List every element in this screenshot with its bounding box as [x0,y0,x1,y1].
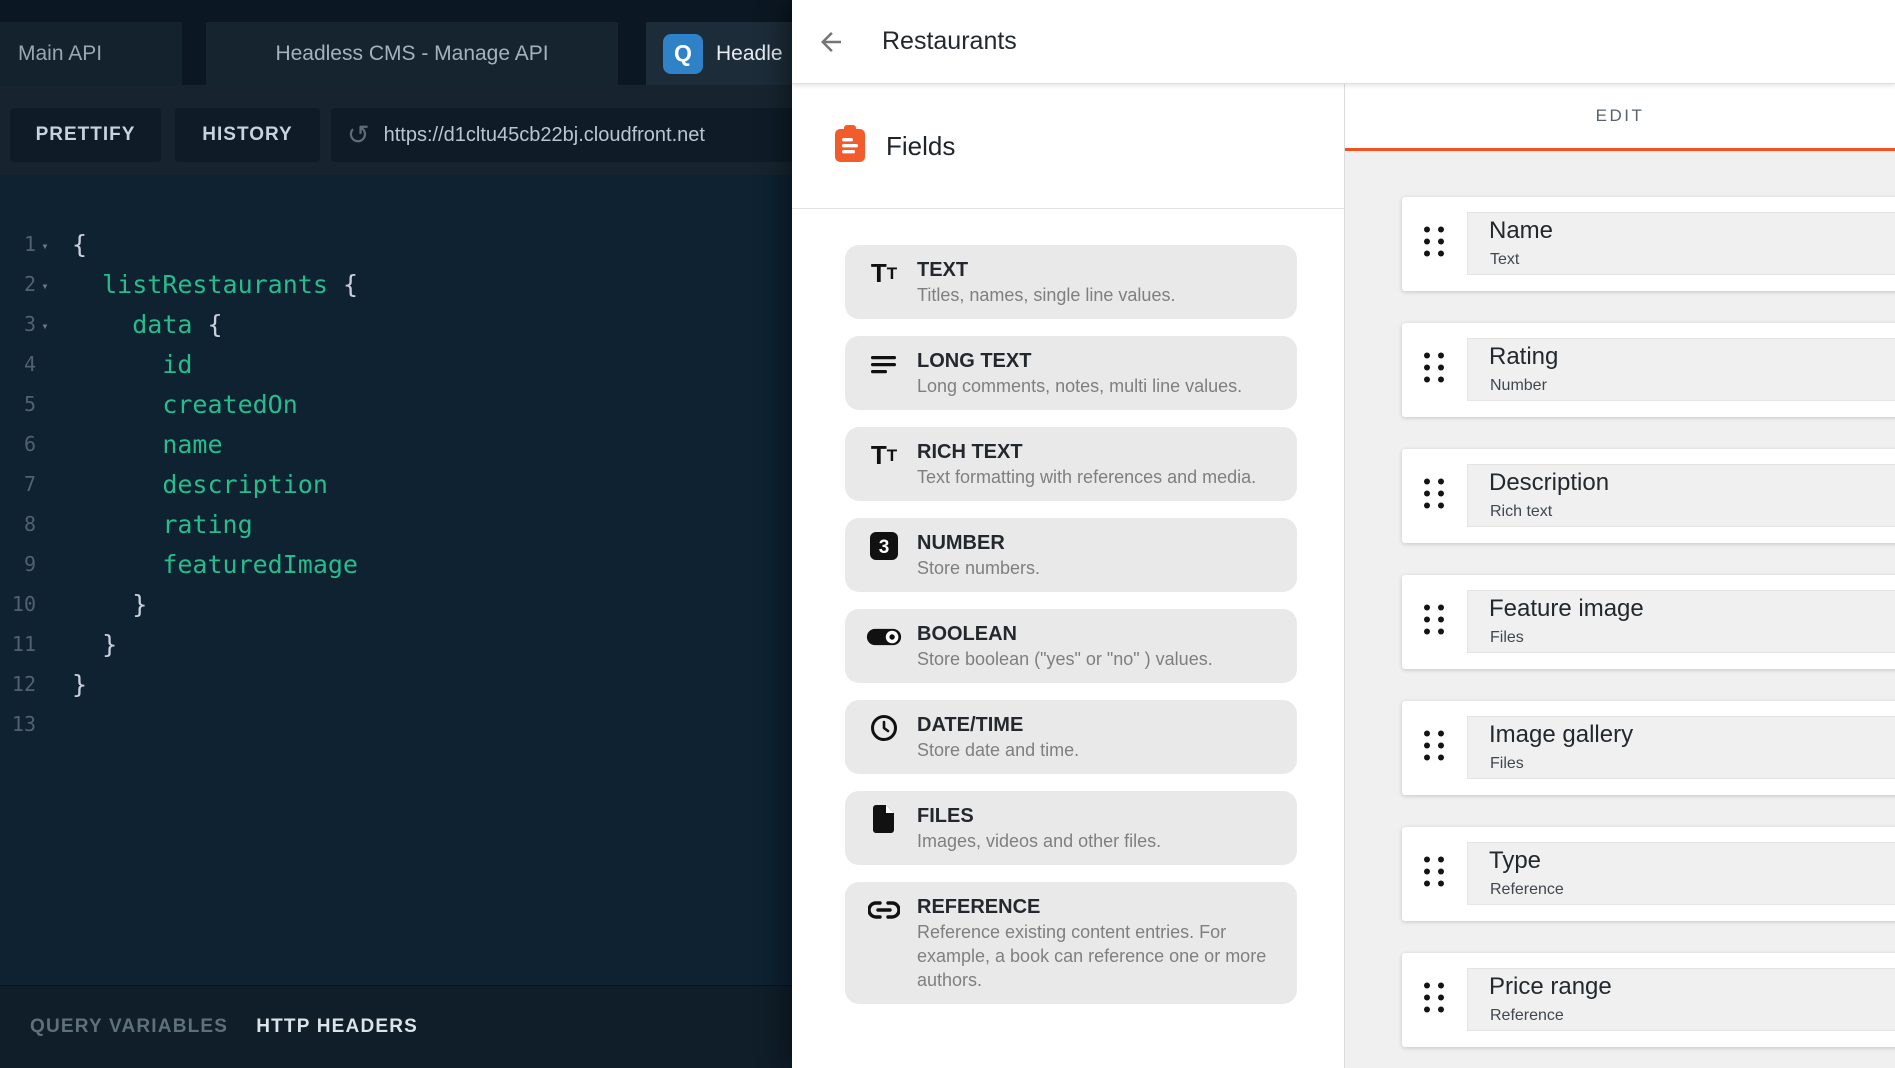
model-field-type: Files [1490,629,1524,646]
model-field-card-image-gallery[interactable] [1402,701,1895,795]
model-field-card-rating[interactable] [1402,323,1895,417]
code-text: } [72,589,148,619]
model-field-list [1402,197,1895,1047]
line-number: 1 [23,232,36,256]
field-type-text [917,894,1269,992]
line-number: 10 [11,592,36,616]
line-number: 13 [11,712,36,736]
field-type-text [917,803,1161,853]
tab-headless-cms-manage-api[interactable] [206,22,618,85]
model-field-type: Reference [1490,1007,1564,1024]
field-type-description: Titles, names, single line values. [917,285,1176,305]
fold-arrow-icon[interactable]: ▾ [41,318,49,333]
code-text: createdOn [162,389,298,419]
field-type-description: Store date and time. [917,740,1080,760]
field-type-text [917,348,1242,398]
fold-spacer [36,643,54,646]
tab-label: Headless CMS - Manage API [275,41,549,65]
drag-handle-icon[interactable] [1421,475,1447,518]
datetime-icon [866,714,902,742]
fold-spacer [36,523,54,526]
tab-label: Main API [18,41,103,65]
field-type-card-long-text[interactable] [845,336,1297,410]
line-number: 7 [23,472,36,496]
line-number: 4 [23,352,36,376]
fold-spacer [36,723,54,726]
field-type-name: TEXT [917,259,969,281]
tab-edit[interactable] [1345,84,1895,148]
line-number: 5 [23,392,36,416]
fold-arrow-icon[interactable]: ▾ [41,238,49,253]
field-type-description: Store numbers. [917,558,1041,578]
model-edit-column [1344,84,1895,1068]
fold-arrow-icon[interactable]: ▾ [41,278,49,293]
model-field-card-feature-image[interactable] [1402,575,1895,669]
field-type-list [845,245,1297,1004]
drag-handle-icon[interactable] [1421,979,1447,1022]
code-text: description [162,469,328,499]
model-field-type: Reference [1490,881,1564,898]
long-text-icon [866,350,902,378]
field-types-column [792,84,1344,1068]
field-type-name: REFERENCE [917,896,1041,918]
query-badge-icon: Q [663,34,703,74]
field-type-description: Text formatting with references and media. [917,467,1257,487]
endpoint-url-text: https://d1cltu45cb22bj.cloudfront.net [383,123,705,146]
field-type-description: Long comments, notes, multi line values. [917,376,1243,396]
code-text: rating [162,509,253,539]
model-field-box[interactable] [1467,338,1895,401]
content-model-drawer [792,0,1895,1068]
field-type-card-reference[interactable] [845,882,1297,1004]
query-variables-tab[interactable]: QUERY VARIABLES [30,1016,229,1037]
line-number: 6 [23,432,36,456]
code-text: listRestaurants { [102,269,358,299]
model-field-box[interactable] [1467,464,1895,527]
tab-main-api[interactable] [0,22,182,85]
model-fields-area [1345,151,1895,1068]
clipboard-icon [832,124,868,169]
field-type-text [917,257,1175,307]
endpoint-url-input[interactable] [331,108,821,162]
field-type-card-rich-text[interactable] [845,427,1297,501]
files-icon [866,805,902,833]
text-format-icon: T T [870,440,898,470]
model-field-box[interactable] [1467,716,1895,779]
field-type-text [917,712,1079,762]
fields-section-header [792,84,1344,209]
drag-handle-icon[interactable] [1421,601,1447,644]
field-type-name: RICH TEXT [917,441,1023,463]
http-headers-tab[interactable]: HTTP HEADERS [256,1016,419,1037]
field-type-text [917,530,1040,580]
line-number: 3 [23,312,36,336]
history-button[interactable]: HISTORY [175,108,320,162]
field-type-text [917,439,1256,489]
field-type-description: Images, videos and other files. [917,831,1162,851]
model-field-label: Type [1489,847,1542,874]
line-number: 2 [23,272,36,296]
model-field-box[interactable] [1467,968,1895,1031]
model-field-label: Name [1489,217,1554,244]
boolean-icon [866,623,902,651]
model-field-label: Price range [1489,973,1612,1000]
field-type-card-date-time[interactable] [845,700,1297,774]
model-field-label: Feature image [1489,595,1644,622]
fold-spacer [36,603,54,606]
code-text: id [162,349,193,379]
line-number: 9 [23,552,36,576]
field-type-card-text[interactable] [845,245,1297,319]
drag-handle-icon[interactable] [1421,727,1447,770]
drag-handle-icon[interactable] [1421,223,1447,266]
model-field-type: Rich text [1490,503,1553,520]
code-text: } [72,669,88,699]
field-type-name: BOOLEAN [917,623,1017,645]
drag-handle-icon[interactable] [1421,349,1447,392]
model-field-label: Rating [1489,343,1559,370]
fold-spacer [36,683,54,686]
model-field-type: Files [1490,755,1524,772]
svg-text:3: 3 [878,537,890,558]
model-field-box[interactable] [1467,590,1895,653]
code-text: data { [132,309,223,339]
line-number: 11 [11,632,36,656]
field-type-name: DATE/TIME [917,714,1024,736]
text-format-icon: T T [870,258,898,288]
edit-tab-label: EDIT [1595,106,1645,125]
drawer-header [792,0,1895,84]
page-title: Restaurants [882,27,1017,55]
fields-heading: Fields [886,130,956,161]
field-type-name: LONG TEXT [917,350,1032,372]
model-field-type: Number [1490,377,1547,394]
field-type-card-boolean[interactable] [845,609,1297,683]
field-type-text [917,621,1213,671]
model-field-box[interactable] [1467,212,1895,275]
code-text: } [72,629,118,659]
model-field-card-price-range[interactable] [1402,953,1895,1047]
fold-spacer [36,443,54,446]
prettify-button[interactable]: PRETTIFY [10,108,161,162]
code-text: name [162,429,223,459]
number-icon [866,532,902,560]
field-type-name: NUMBER [917,532,1005,554]
field-type-description: Reference existing content entries. For example, a book can reference one or more authors. [917,922,1267,990]
field-type-name: FILES [917,805,974,827]
fold-spacer [36,403,54,406]
fold-spacer [36,363,54,366]
field-type-card-number[interactable] [845,518,1297,592]
field-type-description: Store boolean ("yes" or "no" ) values. [917,649,1213,669]
model-field-label: Image gallery [1489,721,1634,748]
model-field-card-description[interactable] [1402,449,1895,543]
model-field-card-name[interactable] [1402,197,1895,291]
model-field-card-type[interactable] [1402,827,1895,921]
line-number: 12 [11,672,36,696]
fold-spacer [36,563,54,566]
reference-icon [866,896,902,924]
back-arrow-icon [816,27,846,57]
model-field-label: Description [1489,469,1610,496]
back-arrow-button[interactable] [816,27,846,57]
model-field-box[interactable] [1467,842,1895,905]
code-text: { [72,229,88,259]
reload-endpoint-icon: ↺ [347,119,370,150]
tab-label: Headle [716,41,783,65]
line-number: 8 [23,512,36,536]
model-field-type: Text [1490,251,1520,268]
code-text: featuredImage [162,549,358,579]
drag-handle-icon[interactable] [1421,853,1447,896]
fold-spacer [36,483,54,486]
field-type-card-files[interactable] [845,791,1297,865]
